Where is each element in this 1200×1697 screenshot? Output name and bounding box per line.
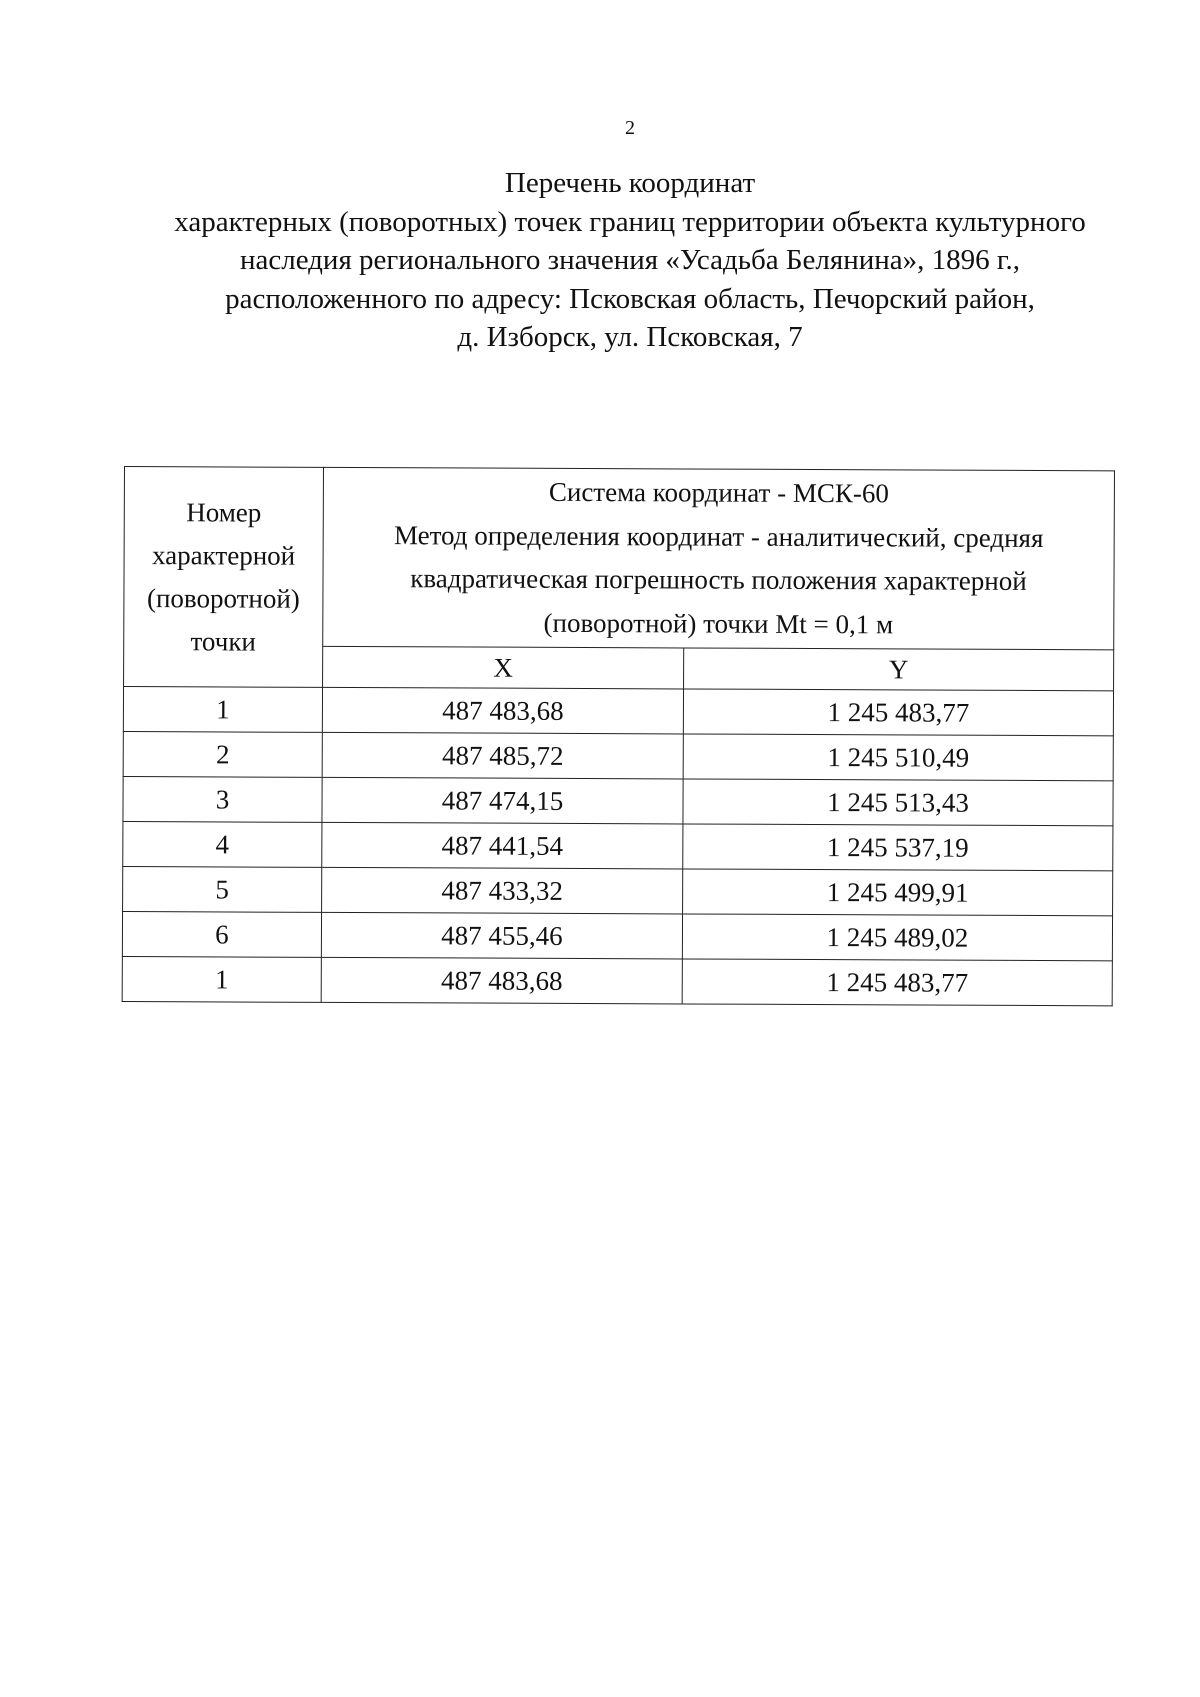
point-header-line-3: (поворотной)	[146, 582, 300, 614]
heading-line-4: расположенного по адресу: Псковская область, Печорский район,	[225, 282, 1035, 315]
point-cell: 2	[123, 731, 322, 777]
x-cell: 487 483,68	[322, 687, 683, 734]
heading-line-5: д. Изборск, ул. Псковская, 7	[457, 321, 803, 353]
heading-line-3: наследия регионального значения «Усадьба Белянина», 1896 г.,	[239, 244, 1021, 276]
table-row	[122, 956, 1112, 1005]
table-row	[123, 687, 1113, 736]
y-cell: 1 245 489,02	[682, 914, 1112, 961]
point-header-line-1: Номер	[186, 496, 262, 528]
x-column-header: X	[323, 646, 684, 689]
y-cell: 1 245 510,49	[683, 734, 1113, 781]
point-cell: 3	[123, 776, 322, 822]
table-header-row	[124, 467, 1115, 650]
x-cell: 487 433,32	[322, 867, 683, 914]
point-header-line-4: точки	[190, 625, 256, 657]
system-header-line-4: (поворотной) точки Mt = 0,1 м	[543, 607, 894, 639]
point-cell: 5	[123, 866, 322, 912]
table-row	[122, 911, 1112, 960]
coordinate-system-header	[323, 467, 1115, 649]
point-cell: 4	[123, 821, 322, 867]
point-header-line-2: характерной	[152, 539, 296, 571]
y-cell: 1 245 513,43	[683, 779, 1113, 826]
document-heading	[100, 164, 1160, 357]
table-row	[123, 866, 1113, 915]
y-cell: 1 245 483,77	[682, 959, 1112, 1006]
point-cell: 1	[123, 687, 322, 733]
y-cell: 1 245 499,91	[683, 869, 1113, 916]
point-cell: 1	[122, 956, 321, 1002]
y-cell: 1 245 483,77	[683, 689, 1113, 736]
table-row	[123, 776, 1113, 825]
system-header-line-1: Система координат - МСК-60	[548, 476, 889, 509]
table-row	[123, 821, 1113, 870]
heading-line-1: Перечень координат	[504, 167, 756, 199]
x-cell: 487 441,54	[322, 822, 683, 869]
system-header-line-2: Метод определения координат - аналитический, средняя	[393, 519, 1044, 553]
x-cell: 487 485,72	[322, 732, 683, 779]
system-header-line-3: квадратическая погрешность положения характерной	[410, 563, 1027, 596]
y-column-header: Y	[684, 648, 1114, 691]
page-number: 2	[625, 117, 635, 139]
point-cell: 6	[122, 911, 321, 957]
x-cell: 487 474,15	[322, 777, 683, 824]
point-number-header	[124, 467, 324, 688]
table-row	[123, 731, 1113, 780]
x-cell: 487 455,46	[321, 912, 682, 959]
x-cell: 487 483,68	[321, 957, 682, 1004]
heading-line-2: характерных (поворотных) точек границ территории объекта культурного	[174, 205, 1086, 238]
coordinates-table	[122, 466, 1115, 1006]
y-cell: 1 245 537,19	[683, 824, 1113, 871]
